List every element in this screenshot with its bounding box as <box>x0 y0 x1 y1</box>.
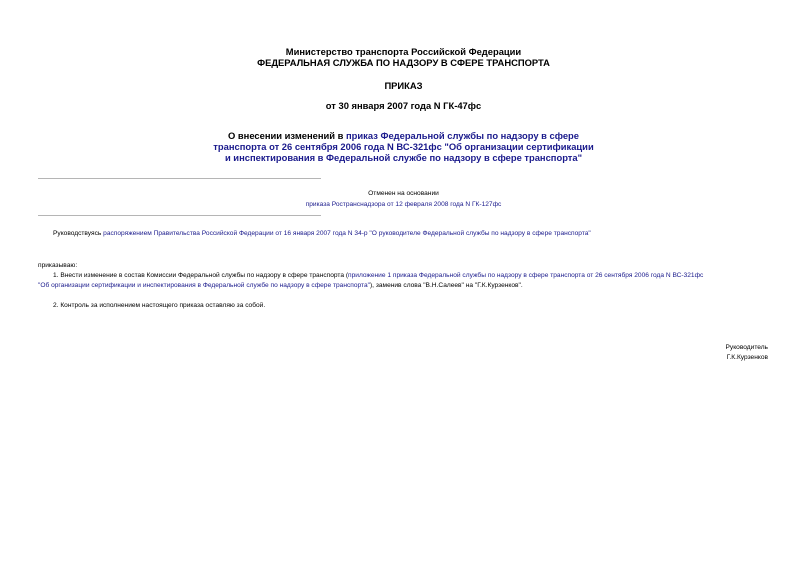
item1-line-2 <box>38 282 523 290</box>
service-heading: ФЕДЕРАЛЬНАЯ СЛУЖБА ПО НАДЗОРУ В СФЕРЕ ТРАНСПОРТА <box>257 57 550 68</box>
item1-suffix: ), заменив слова "В.Н.Салеев" на "Г.К.Курзенков". <box>369 282 523 289</box>
item1-link-a[interactable]: приложение 1 приказа Федеральной службы по надзору в сфере транспорта от 26 сентября 2006 года N ВС-321фс <box>348 272 704 279</box>
item1-link-b[interactable]: "Об организации сертификации и инспектирования в Федеральной службе по надзору в сфере транспорта" <box>38 282 370 289</box>
guided-link[interactable]: распоряжением Правительства Российской Федерации от 16 января 2007 года N 34-р "О руководителе Федеральной службы по надзору в сфере транспорта" <box>103 230 591 237</box>
signature-name: Г.К.Курзенков <box>726 354 768 361</box>
guided-paragraph <box>53 230 591 238</box>
cancel-note-text: Отменен на основании <box>368 190 439 197</box>
date-number-heading: от 30 января 2007 года N ГК-47фс <box>325 100 482 111</box>
divider-top <box>38 178 321 179</box>
item1-line-1 <box>53 272 703 280</box>
title-prefix: О внесении изменений в <box>228 130 347 141</box>
title-line-3 <box>0 152 807 163</box>
title-line-2 <box>0 141 807 152</box>
ministry-heading: Министерство транспорта Российской Федерации <box>285 46 522 57</box>
signature-position: Руководитель <box>725 344 768 351</box>
guided-prefix: Руководствуясь <box>53 230 104 237</box>
divider-bottom <box>38 215 321 216</box>
title-link-part-1[interactable]: приказ Федеральной службы по надзору в сфере <box>346 130 579 141</box>
item2-paragraph: 2. Контроль за исполнением настоящего приказа оставляю за собой. <box>53 302 266 309</box>
title-link-part-3[interactable]: и инспектирования в Федеральной службе по надзору в сфере транспорта" <box>224 152 583 163</box>
title-line-1 <box>0 130 807 141</box>
item1-prefix: 1. Внести изменение в состав Комиссии Федеральной службы по надзору в сфере транспорта ( <box>53 272 349 279</box>
title-link-part-2[interactable]: транспорта от 26 сентября 2006 года N ВС-321фс "Об организации сертификации <box>213 141 594 152</box>
doc-type-heading: ПРИКАЗ <box>384 80 423 91</box>
cancel-note-link[interactable]: приказа Ространснадзора от 12 февраля 2008 года N ГК-127фс <box>305 201 502 208</box>
order-word: приказываю: <box>38 262 78 269</box>
cancel-note-line <box>0 201 807 209</box>
